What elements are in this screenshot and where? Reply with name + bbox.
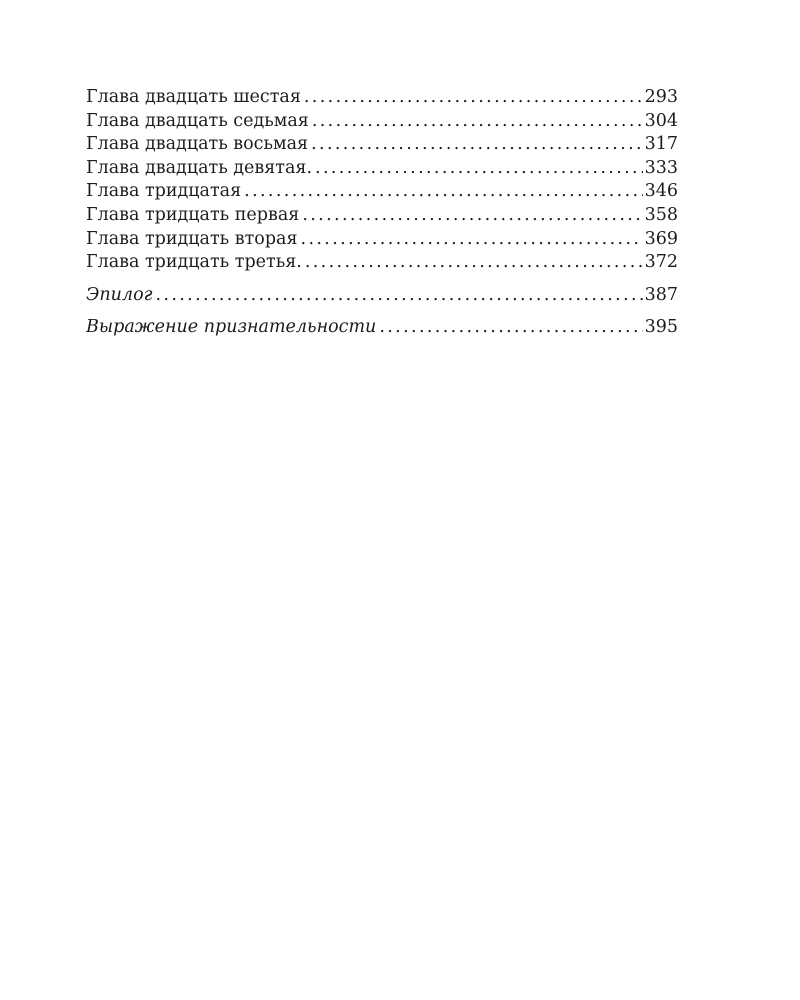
toc-entry-title: Глава двадцать восьмая bbox=[86, 134, 309, 155]
dot-leader bbox=[305, 251, 643, 275]
toc-entry-page: 358 bbox=[644, 204, 678, 225]
toc-entry-chapter-31[interactable] bbox=[86, 204, 678, 228]
dot-leader bbox=[155, 284, 642, 308]
dot-leader bbox=[312, 110, 643, 134]
toc-entry-acknowledgements[interactable] bbox=[86, 316, 678, 340]
dot-leader bbox=[315, 157, 643, 181]
chapter-list bbox=[86, 86, 678, 275]
dot-leader bbox=[302, 204, 642, 228]
toc-entry-title: Глава тридцать вторая bbox=[86, 228, 298, 249]
toc-entry-page: 333 bbox=[644, 157, 678, 178]
toc-entry-epilogue[interactable] bbox=[86, 284, 678, 308]
dot-leader bbox=[301, 228, 643, 252]
toc-entry-chapter-29[interactable] bbox=[86, 157, 678, 181]
toc-entry-page: 304 bbox=[644, 110, 678, 131]
toc-entry-chapter-27[interactable] bbox=[86, 110, 678, 134]
toc-entry-title: Эпилог bbox=[86, 284, 153, 305]
dot-leader bbox=[311, 133, 643, 157]
toc-entry-chapter-26[interactable] bbox=[86, 86, 678, 110]
toc-entry-page: 395 bbox=[644, 317, 678, 338]
toc-entry-title: Глава тридцатая bbox=[86, 181, 242, 202]
toc-entry-title: Глава двадцать седьмая bbox=[86, 110, 309, 131]
toc-entry-chapter-30[interactable] bbox=[86, 180, 678, 204]
acknowledgements-section bbox=[86, 316, 678, 340]
epilogue-section bbox=[86, 284, 678, 308]
table-of-contents bbox=[86, 86, 678, 340]
toc-entry-page: 293 bbox=[644, 87, 678, 107]
toc-entry-page: 372 bbox=[644, 252, 678, 273]
toc-entry-page: 346 bbox=[644, 181, 678, 202]
toc-entry-page: 369 bbox=[644, 228, 678, 249]
toc-entry-title: Глава тридцать первая bbox=[86, 204, 300, 225]
dot-leader bbox=[244, 180, 642, 204]
toc-entry-chapter-32[interactable] bbox=[86, 228, 678, 252]
toc-entry-title: Выражение признательности bbox=[86, 317, 377, 338]
dot-leader bbox=[304, 86, 643, 110]
dot-leader bbox=[379, 316, 642, 340]
toc-entry-title: Глава двадцать девятая. bbox=[86, 157, 313, 178]
toc-entry-title: Глава тридцать третья. bbox=[86, 252, 302, 273]
toc-entry-chapter-28[interactable] bbox=[86, 133, 678, 157]
toc-entry-title: Глава двадцать шестая bbox=[86, 87, 301, 107]
toc-entry-chapter-33[interactable] bbox=[86, 251, 678, 275]
toc-entry-page: 317 bbox=[644, 134, 678, 155]
toc-entry-page: 387 bbox=[644, 284, 678, 305]
